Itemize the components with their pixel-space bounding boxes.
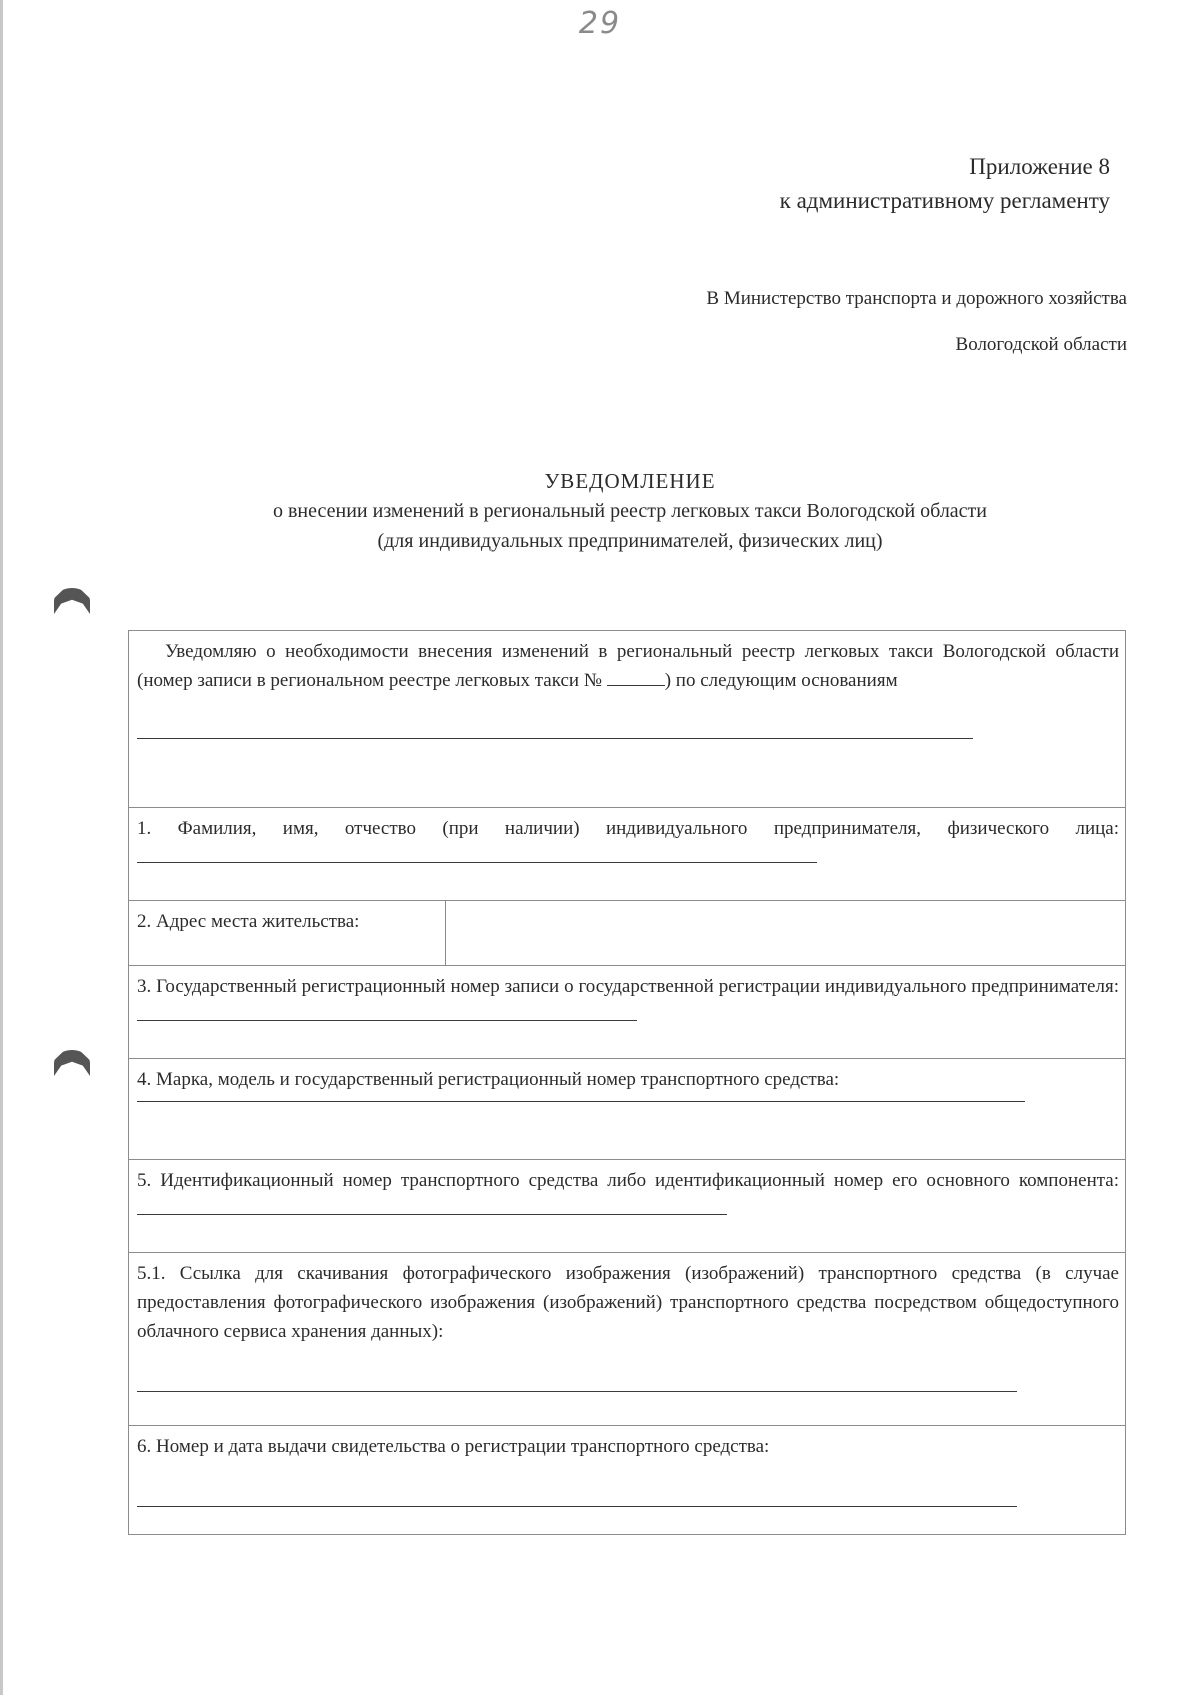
annex-line-2: к административному регламенту <box>779 188 1110 213</box>
document-note: (для индивидуальных предпринимателей, физических лиц) <box>377 530 883 552</box>
photo-link-field[interactable] <box>137 1390 1017 1392</box>
document-heading <box>60 466 1200 556</box>
item1-label: 1. Фамилия, имя, отчество (при наличии) индивидуального предпринимателя, физического лица: <box>137 818 1119 839</box>
item3-cell <box>129 966 1126 1059</box>
annex-label <box>780 150 1110 218</box>
item5-cell <box>129 1160 1126 1253</box>
item2-label: 2. Адрес места жительства: <box>137 911 360 932</box>
item3-label: 3. Государственный регистрационный номер записи о государственной регистрации индивидуального предпринимателя: <box>137 976 1119 997</box>
intro-text-after: ) по следующим основаниям <box>664 670 898 691</box>
form-row-5-1 <box>129 1253 1126 1426</box>
item5-1-cell <box>129 1253 1126 1426</box>
ogrnip-field[interactable] <box>137 1002 637 1021</box>
item5-label: 5. Идентификационный номер транспортного средства либо идентификационный номер его основного компонента: <box>137 1170 1119 1191</box>
form-row-1 <box>129 808 1126 901</box>
vehicle-model-field[interactable] <box>137 1100 1025 1102</box>
intro-cell <box>129 631 1126 808</box>
document-subtitle: о внесении изменений в региональный реестр легковых такси Вологодской области <box>272 500 987 522</box>
item6-label: 6. Номер и дата выдачи свидетельства о регистрации транспортного средства: <box>137 1436 770 1457</box>
item6-cell <box>129 1426 1126 1535</box>
notification-form <box>128 630 1126 1535</box>
vin-field[interactable] <box>137 1196 727 1215</box>
addressee-line-2: Вологодской области <box>955 334 1127 355</box>
item4-cell <box>129 1059 1126 1160</box>
full-name-field[interactable] <box>137 844 817 863</box>
scan-edge <box>0 0 3 1695</box>
annex-line-1: Приложение 8 <box>969 154 1110 179</box>
grounds-field[interactable] <box>137 737 973 739</box>
intro-text-before: Уведомляю о необходимости внесения изменений в региональный реестр легковых такси Вологодской области (номер записи в региональном реестре легковых такси № <box>137 641 1119 691</box>
item5-1-label: 5.1. Ссылка для скачивания фотографического изображения (изображений) транспортного средства (в случае предоставления фотографического изображения (изображений) транспортного средства посредством общедоступного облачного сервиса хранения данных): <box>137 1263 1119 1342</box>
address-field[interactable] <box>446 901 1126 966</box>
item1-cell <box>129 808 1126 901</box>
item2-label-cell <box>129 901 446 966</box>
form-row-3 <box>129 966 1126 1059</box>
form-row-6 <box>129 1426 1126 1535</box>
registration-certificate-field[interactable] <box>137 1505 1017 1507</box>
punch-hole-mark <box>54 588 90 614</box>
intro-text <box>137 637 1119 695</box>
addressee-line-1: В Министерство транспорта и дорожного хозяйства <box>706 288 1127 309</box>
form-row-4 <box>129 1059 1126 1160</box>
form-row-5 <box>129 1160 1126 1253</box>
document-title: УВЕДОМЛЕНИЕ <box>544 469 716 493</box>
form-row-2 <box>129 901 1126 966</box>
form-row-intro <box>129 631 1126 808</box>
registry-number-field[interactable] <box>607 667 665 686</box>
addressee <box>706 288 1127 380</box>
punch-hole-mark <box>54 1050 90 1076</box>
page-number: 29 <box>578 6 622 41</box>
item4-label: 4. Марка, модель и государственный регистрационный номер транспортного средства: <box>137 1069 840 1090</box>
